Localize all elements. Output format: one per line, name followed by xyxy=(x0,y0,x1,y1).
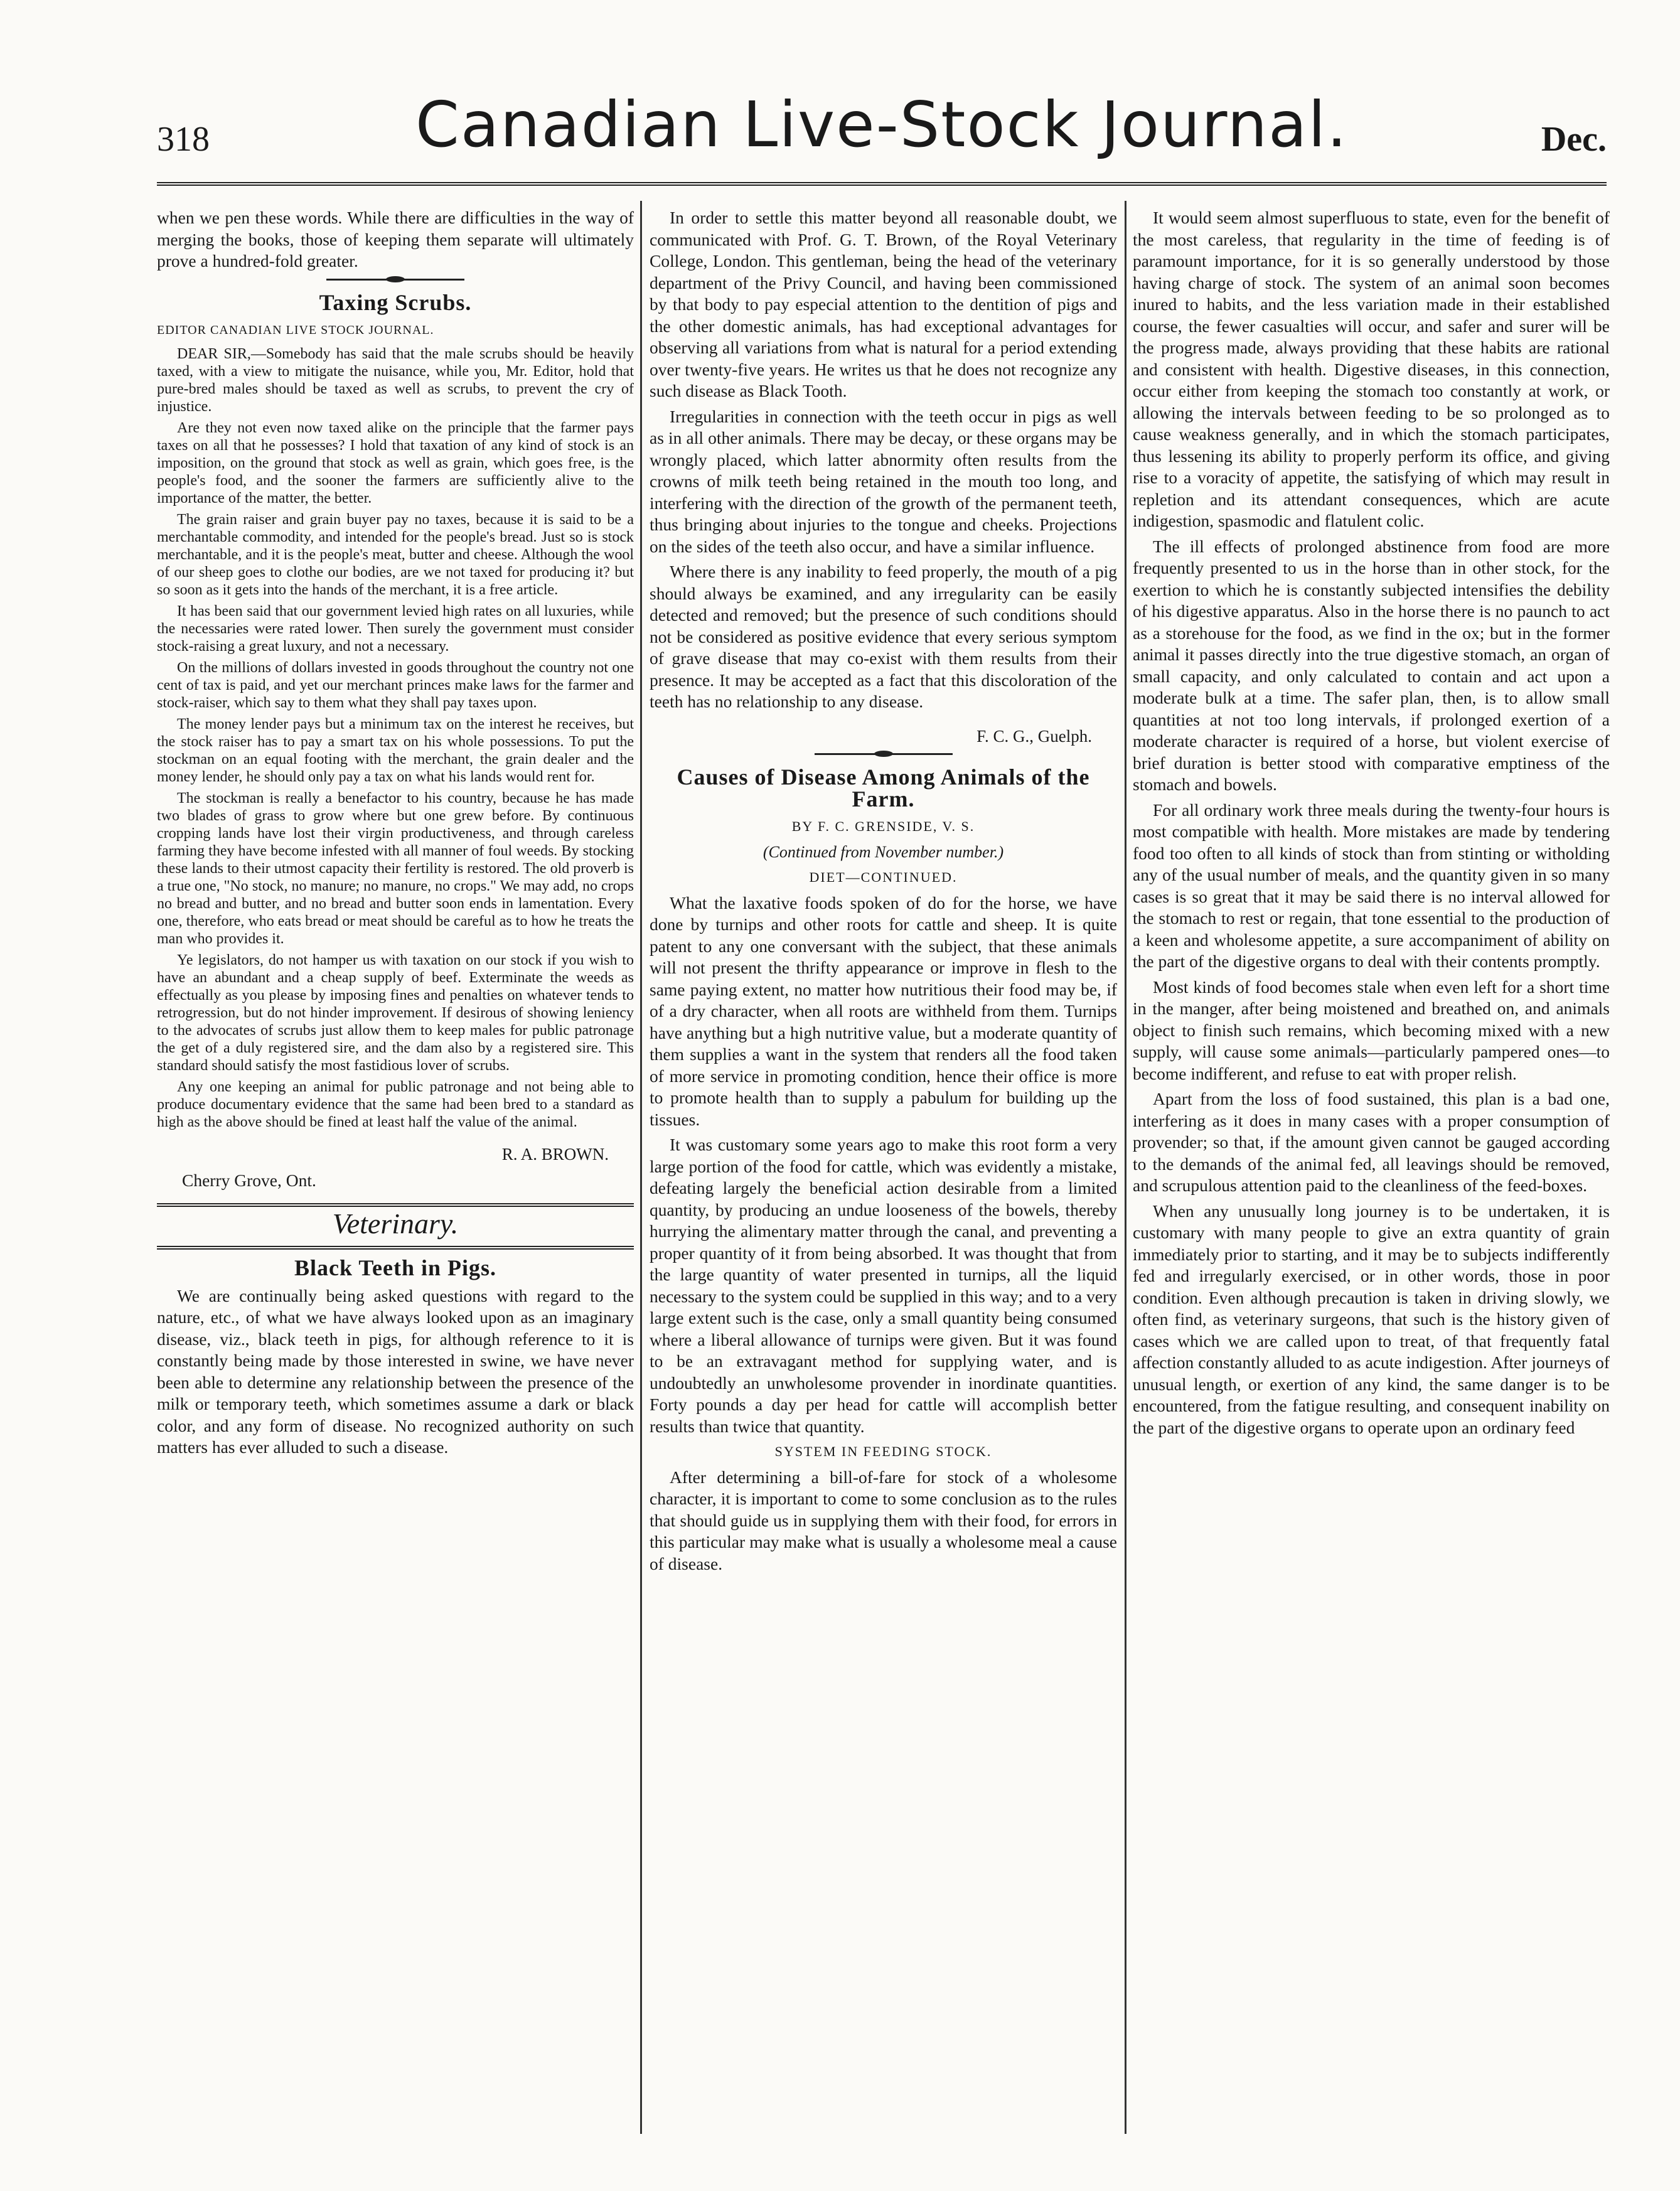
section-title: Veterinary. xyxy=(332,1207,459,1240)
paragraph: We are continually being asked questions with regard to the nature, etc., of what we have always looked upon as an imaginary disease, viz., black teeth in pigs, for although reference to it is constantly being made by those interested in swine, we have never been able to determine any relationship between the presence of the milk or temporary teeth, which sometimes assume a dark or black color, and any form of disease. No recognized authority on such matters has ever alluded to such a disease. xyxy=(157,1285,634,1457)
paragraph: when we pen these words. While there are difficulties in the way of merging the books, those of keeping them separate will ultimately prove a hundred-fold greater. xyxy=(157,208,634,271)
journal-title: Canadian Live-Stock Journal. xyxy=(415,88,1348,161)
column-2 xyxy=(650,207,1117,1578)
column-1 xyxy=(157,207,634,1462)
article-title: Taxing Scrubs. xyxy=(319,289,472,315)
paragraph: What the laxative foods spoken of do for the horse, we have done by turnips and other roots for cattle and sheep. It is quite patent to any one conversant with the subject, that these animals will not present the thrifty appearance or improve in flesh to the same paying extent, no matter how nutritious their food may be, if of a dry character, when all roots are withheld from them. Turnips have anything but a high nutritive value, but a moderate quantity of them supplies a want in the system that renders all the food taken of more service in promoting condition, hence their office is more to promote health than to supply a pabulum for building up the tissues. xyxy=(650,892,1117,1129)
byline: BY F. C. GRENSIDE, V. S. xyxy=(791,818,975,834)
paragraph: It would seem almost superfluous to state, even for the benefit of the most careless, that regularity in the time of feeding is of paramount importance, for it is so generally understood by those having charge of stock. The system of an animal soon becomes inured to habits, and the less variation made in their established course, the fewer casualties will occur, and safer and surer will be the progress made, always providing that these habits are rational and consistent with health. Digestive diseases, in this connection, occur either from keeping the stomach too constantly at work, or allowing the intervals between feeding to be so prolonged as to cause weakness generally, and in which the stomach participates, thus lessening its ability to properly perform its office, and giving rise to a voracity of appetite, the satisfying of which may result in repletion and its attendant consequences, which are acute indigestion, spasmodic and flatulent colic. xyxy=(1133,208,1610,530)
page-header xyxy=(157,88,1607,188)
article-title: Black Teeth in Pigs. xyxy=(294,1255,497,1280)
paragraph: After determining a bill-of-fare for stock of a wholesome character, it is important to come to some conclusion as to the rules that should guide us in supplying them with their food, for errors in this particular may make what is usually a wholesome meal a cause of disease. xyxy=(650,1467,1117,1573)
page-number: 318 xyxy=(157,120,210,159)
column-divider xyxy=(640,201,642,2134)
column-divider xyxy=(1125,201,1126,2134)
header-rule xyxy=(157,182,1607,190)
ornament-divider xyxy=(815,753,953,759)
editor-line: EDITOR CANADIAN LIVE STOCK JOURNAL. xyxy=(157,323,434,337)
continued-note: (Continued from November number.) xyxy=(762,842,1004,861)
signature: R. A. BROWN. xyxy=(501,1144,609,1164)
signature: F. C. G., Guelph. xyxy=(976,726,1092,746)
place: Cherry Grove, Ont. xyxy=(182,1170,316,1190)
paragraph: The stockman is really a benefactor to his country, because he has made two blades of grass to grow where but one grew before. By continuous cropping lands have lost their virgin productiveness, and through careless farming they have become infested with all manner of foul weeds. By stocking these lands to their utmost capacity their fertility is restored. The old proverb is a true one, "No stock, no manure; no manure, no crops." We may add, no crops no bread and butter, and no bread and butter soon ends in lamentation. Every one, therefore, who eats bread or meat should be careful as to how he treats the man who provides it. xyxy=(157,790,634,947)
paragraph: Any one keeping an animal for public patronage and not being able to produce documentary evidence that the same had been bred to a standard as high as the above should be fined at least half the value of the animal. xyxy=(157,1078,634,1130)
section-rule xyxy=(157,1246,634,1250)
paragraph: Apart from the loss of food sustained, this plan is a bad one, interfering as it does in many cases with a proper consumption of provender; so that, if the amount given cannot be gauged according to the demands of the animal fed, all leavings should be removed, and scrupulous attention paid to the cleanliness of the feed-boxes. xyxy=(1133,1089,1610,1195)
paragraph: It has been said that our government levied high rates on all luxuries, while the necessaries were rated lower. Then surely the government must consider stock-raising a great luxury, and not a necessary. xyxy=(157,603,634,655)
paragraph: In order to settle this matter beyond all reasonable doubt, we communicated with Prof. G. T. Brown, of the Royal Veterinary College, London. This gentleman, being the head of the veterinary department of the Privy Council, and having been commissioned by that body to pay especial attention to the dentition of pigs and the other domestic animals, has had exceptional advantages for observing all variations from what is natural for a period extending over twenty-five years. He writes us that he does not recognize any such disease as Black Tooth. xyxy=(650,208,1117,400)
paragraph: DEAR SIR,—Somebody has said that the male scrubs should be heavily taxed, with a view to mitigate the nuisance, while you, Mr. Editor, hold that pure-bred males should be taxed as well as scrubs, to prevent the cry of injustice. xyxy=(157,345,634,415)
paragraph: Ye legislators, do not hamper us with taxation on our stock if you wish to have an abundant and a cheap supply of beef. Exterminate the weeds as effectually as you please by imposing fines and penalties on whatever tends to retrogression, but do not hinder improvement. If desirous of showing leniency to the advocates of scrubs just allow them to keep males for public patronage the get of a duly registered sire, and the dam also by a registered sire. This standard should satisfy the most fastidious lover of scrubs. xyxy=(157,951,634,1074)
paragraph: Are they not even now taxed alike on the principle that the farmer pays taxes on all that he possesses? I hold that taxation of any kind of stock is an imposition, on the ground that stock as well as grain, which goes free, is the people's food, and the sooner the farmers are sufficiently alive to the importance of the matter, the better. xyxy=(157,419,634,506)
section-rule xyxy=(157,1203,634,1207)
paragraph: Where there is any inability to feed properly, the mouth of a pig should always be examined, and any irregularity can be easily detected and removed; but the presence of such conditions should not be considered as positive evidence that every serious symptom of grave disease that may co-exist with them results from their presence. It may be accepted as a fact that this discoloration of the teeth has no relationship to any disease. xyxy=(650,562,1117,711)
section-label: DIET—CONTINUED. xyxy=(809,869,958,885)
paragraph: Most kinds of food becomes stale when even left for a short time in the manger, after being moistened and breathed on, and animals object to finish such remains, which becoming mixed with a new supply, will cause some animals—particularly pampered ones—to become indifferent, and refuse to eat with proper relish. xyxy=(1133,977,1610,1083)
paragraph: For all ordinary work three meals during the twenty-four hours is most compatible with health. More mistakes are made by tendering food too often to all kinds of stock than from stinting or witholding any of the usual number of meals, and the quantity given in so many cases is so great that it may be said there is no interval allowed for the stomach to rest or regain, that tone essential to the production of a keen and wholesome appetite, a sure accompaniment of ability on the part of the digestive organs to deal with their contents promptly. xyxy=(1133,800,1610,971)
paragraph: The ill effects of prolonged abstinence from food are more frequently presented to us in the horse than in other stock, for the exertion to which he is constantly subjected intensifies the debility of his digestive apparatus. Also in the horse there is no paunch to act as a storehouse for the food, as we find in the ox; but in the former animal it passes directly into the true digestive stomach, an organ of small capacity, and only calculated to contain and act upon a moderate bulk at a time. The safer plan, then, is to allow small quantities at not too long intervals, if prolonged exertion of a moderate character is required of a horse, but violent exercise of brief duration is better stood with comparative emptiness of the stomach and bowels. xyxy=(1133,536,1610,794)
column-3 xyxy=(1133,207,1610,1442)
section-label: SYSTEM IN FEEDING STOCK. xyxy=(774,1444,992,1459)
paragraph: When any unusually long journey is to be undertaken, it is customary with many people to give an extra quantity of grain immediately prior to starting, and it may be to subjects indifferently fed and irregularly exercised, or in other words, those in poor condition. Even although precaution is taken in driving slowly, we often find, as veterinary surgeons, that such is the history given of cases which we are called upon to treat, of that frequently fatal affection constantly alluded to as acute indigestion. After journeys of unusual length, or exertion of any kind, the same danger is to be encountered, from the fatigue resulting, and consequent inability on the part of the digestive organs to operate upon an ordinary feed xyxy=(1133,1201,1610,1437)
ornament-divider xyxy=(326,279,464,284)
issue-month: Dec. xyxy=(1541,120,1607,159)
paragraph: On the millions of dollars invested in goods throughout the country not one cent of tax is paid, and yet our merchant princes make laws for the farmer and stock-raiser, which say to them what they shall pay taxes upon. xyxy=(157,659,634,711)
article-title: Causes of Disease Among Animals of the Farm. xyxy=(677,764,1090,812)
paragraph: The grain raiser and grain buyer pay no taxes, because it is said to be a merchantable commodity, and intended for the people's bread. Just so is stock merchantable, and it is the people's meat, butter and cheese. Although the wool of our sheep goes to clothe our bodies, are we not taxed for producing it? but so soon as it gets into the hands of the merchant, it is a free article. xyxy=(157,511,634,598)
paragraph: The money lender pays but a minimum tax on the interest he receives, but the stock raiser has to pay a smart tax on his whole possessions. To put the stockman on an equal footing with the merchant, the grain dealer and the money lender, he should only pay a tax on what his lands would rent for. xyxy=(157,715,634,785)
paragraph: Irregularities in connection with the teeth occur in pigs as well as in all other animals. There may be decay, or these organs may be wrongly placed, which latter abnormity often results from the crowns of milk teeth being retained in the mouth too long, and interfering with the direction of the growth of the permanent teeth, thus bringing about injuries to the tongue and cheeks. Projections on the sides of the teeth also occur, and have a similar influence. xyxy=(650,406,1117,556)
paragraph: It was customary some years ago to make this root form a very large portion of the food for cattle, which was evidently a mistake, defeating largely the beneficial action desirable from a limited quantity, by producing an undue looseness of the bowels, thereby hurrying the alimentary matter through the canal, and preventing a proper quantity of it from being absorbed. It was thought that from the large quantity of water presented in turnips, all the liquid necessary to the system could be supplied in this way; and to a very large extent such is the case, only a small quantity being consumed where a liberal allowance of turnips were given. But it was found to be an extravagant method for supplying water, and is undoubtedly an unwholesome provender in inordinate quantities. Forty pounds a day per head for cattle will accomplish better results than twice that quantity. xyxy=(650,1135,1117,1436)
